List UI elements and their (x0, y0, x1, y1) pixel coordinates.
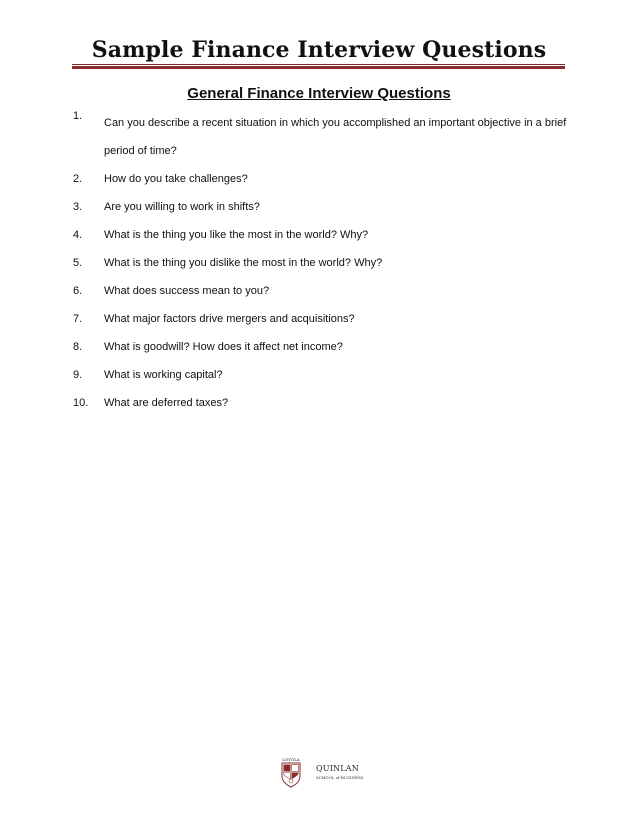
section-heading: General Finance Interview Questions (187, 85, 451, 102)
logo-subtitle: SCHOOL of BUSINESS (316, 775, 364, 780)
question-number: 5. (73, 257, 83, 269)
question-text: What is goodwill? How does it affect net income? (104, 341, 343, 353)
question-item (73, 368, 573, 382)
title-divider (72, 64, 565, 70)
question-text: What does success mean to you? (104, 285, 270, 297)
question-text: Are you willing to work in shifts? (104, 201, 260, 213)
question-text: What are deferred taxes? (104, 397, 229, 409)
question-number: 9. (73, 369, 83, 381)
title-divider-thin-line (72, 64, 565, 65)
question-list (73, 110, 573, 424)
question-item (73, 228, 573, 242)
school-logo (279, 757, 369, 789)
question-item (73, 396, 573, 410)
question-item (73, 284, 573, 298)
question-number: 7. (73, 313, 83, 325)
question-number: 3. (73, 201, 83, 213)
question-number: 6. (73, 285, 83, 297)
question-item (73, 256, 573, 270)
question-item (73, 340, 573, 354)
question-text: How do you take challenges? (104, 173, 248, 185)
question-text: What is the thing you like the most in the world? Why? (104, 229, 369, 241)
page-title: Sample Finance Interview Questions (91, 37, 547, 63)
question-text: What is working capital? (104, 369, 223, 381)
question-number: 4. (73, 229, 83, 241)
question-text: Can you describe a recent situation in which you accomplished an important objective in a brief period of time? (104, 117, 567, 157)
seal-text: LOYOLA (282, 757, 300, 762)
question-number: 10. (73, 397, 89, 409)
shield-icon (279, 757, 303, 789)
question-item (73, 200, 573, 214)
title-divider-thick-line (72, 66, 565, 69)
question-number: 1. (73, 110, 83, 122)
question-item (73, 172, 573, 186)
question-number: 2. (73, 173, 83, 185)
question-text: What major factors drive mergers and acquisitions? (104, 313, 355, 325)
question-item (73, 312, 573, 326)
question-number: 8. (73, 341, 83, 353)
question-item (73, 109, 573, 165)
question-text: What is the thing you dislike the most in the world? Why? (104, 257, 383, 269)
logo-name: QUINLAN (316, 764, 359, 773)
